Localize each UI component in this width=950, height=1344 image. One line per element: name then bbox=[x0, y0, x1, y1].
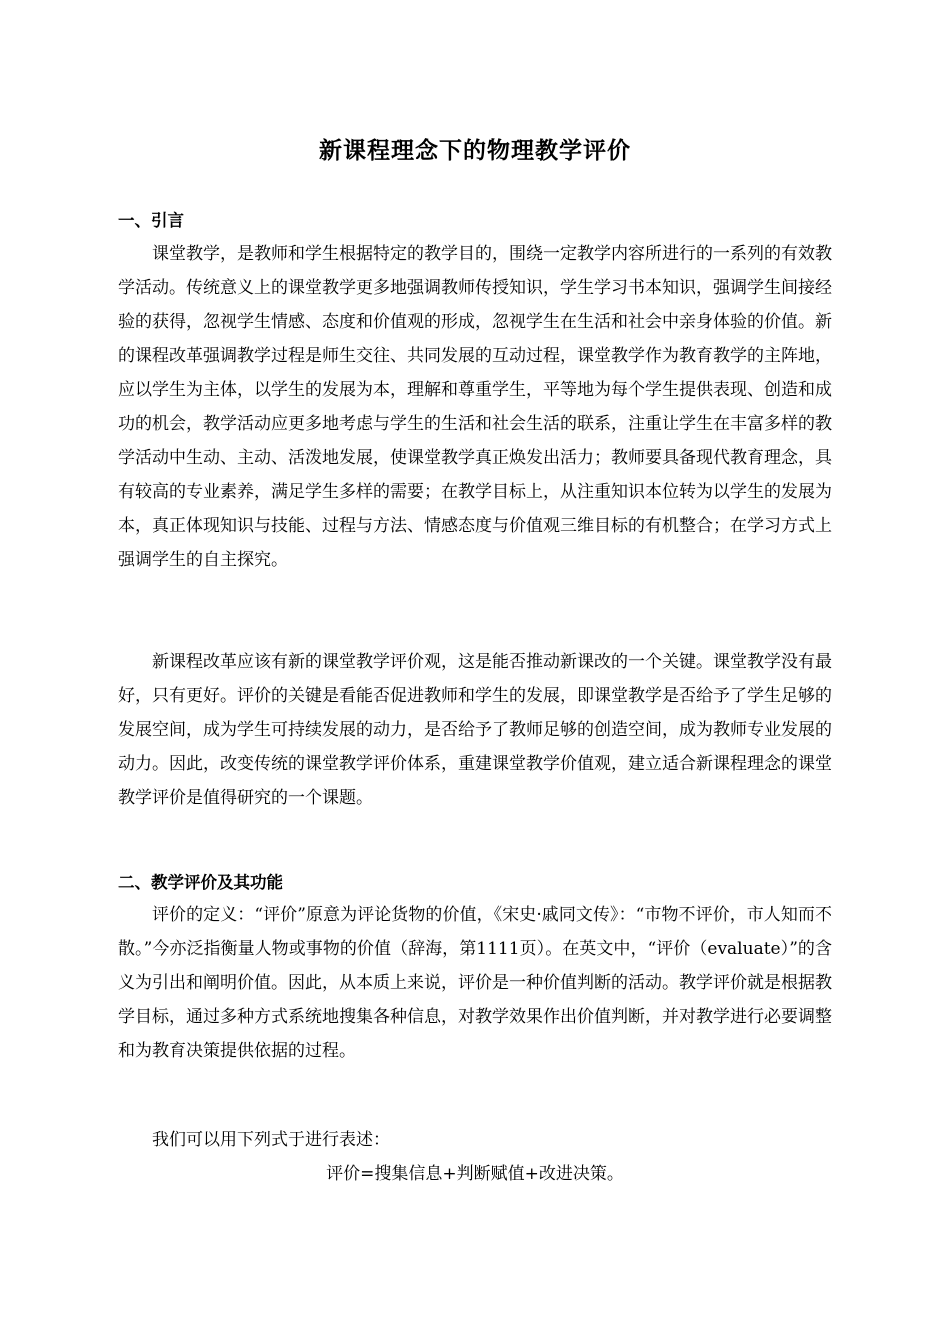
paragraph-intro-1: 课堂教学，是教师和学生根据特定的教学目的，围绕一定教学内容所进行的一系列的有效教学活动。传统意义上的课堂教学更多地强调教师传授知识，学生学习书本知识，强调学生间接经验的获得，忽视学生情感、态度和价值观的形成，忽视学生在生活和社会中亲身体验的价值。新的课程改革强调教学过程是师生交往、共同发展的互动过程，课堂教学作为教育教学的主阵地，应以学生为主体，以学生的发展为本，理解和尊重学生，平等地为每个学生提供表现、创造和成功的机会，教学活动应更多地考虑与学生的生活和社会生活的联系，注重让学生在丰富多样的教学活动中生动、主动、活泼地发展，使课堂教学真正焕发出活力；教师要具备现代教育理念，具有较高的专业素养，满足学生多样的需要；在教学目标上，从注重知识本位转为以学生的发展为本，真正体现知识与技能、过程与方法、情感态度与价值观三维目标的有机整合；在学习方式上强调学生的自主探究。 bbox=[118, 244, 832, 570]
paragraph-evaluation-definition: 评价的定义：“评价”原意为评论货物的价值，《宋史·戚同文传》：“市物不评价，市人知而不散。”今亦泛指衡量人物或事物的价值（辞海，第1111页）。在英文中，“评价（evaluate）”的含义为引出和阐明价值。因此，从本质上来说，评价是一种价值判断的活动。教学评价就是根据教学目标，通过多种方式系统地搜集各种信息，对教学效果作出价值判断，并对教学进行必要调整和为教育决策提供依据的过程。 bbox=[118, 905, 832, 1061]
paragraph-formula-intro: 我们可以用下列式于进行表述： bbox=[152, 1130, 390, 1150]
evaluation-formula: 评价=搜集信息+判断赋值+改进决策。 bbox=[326, 1164, 624, 1184]
paragraph-intro-2: 新课程改革应该有新的课堂教学评价观，这是能否推动新课改的一个关键。课堂教学没有最好，只有更好。评价的关键是看能否促进教师和学生的发展，即课堂教学是否给予了学生足够的发展空间，成为学生可持续发展的动力，是否给予了教师足够的创造空间，成为教师专业发展的动力。因此，改变传统的课堂教学评价体系，重建课堂教学价值观，建立适合新课程理念的课堂教学评价是值得研究的一个课题。 bbox=[118, 652, 832, 808]
section-heading-introduction: 一、引言 bbox=[118, 211, 184, 230]
page-title: 新课程理念下的物理教学评价 bbox=[319, 138, 631, 164]
section-heading-evaluation: 二、教学评价及其功能 bbox=[118, 873, 283, 892]
